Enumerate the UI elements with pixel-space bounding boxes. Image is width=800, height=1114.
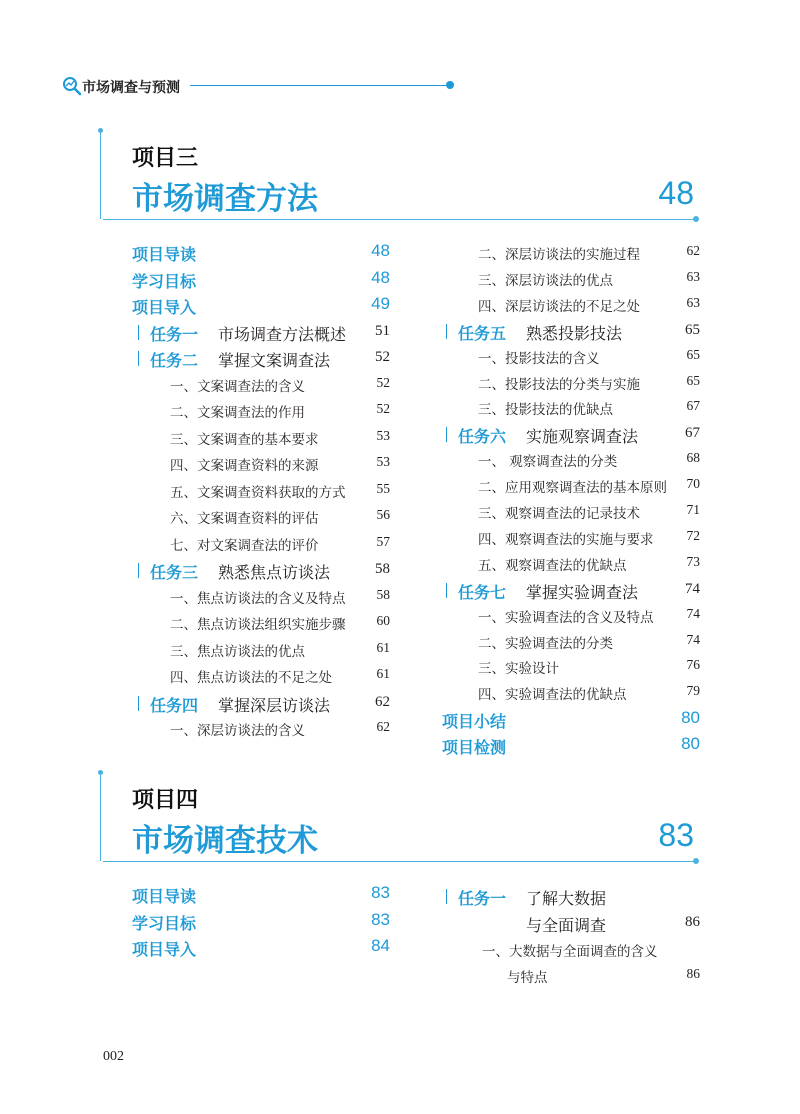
page-number: 72 — [686, 527, 700, 543]
project-header — [98, 128, 708, 223]
task-title: 熟悉焦点访谈法 — [218, 563, 331, 582]
toc-subsection-entry[interactable] — [170, 481, 390, 503]
subsection-title: 一、焦点访谈法的含义及特点 — [170, 590, 346, 607]
divider-line — [100, 132, 101, 219]
page-number: 84 — [371, 936, 390, 955]
toc-task-entry[interactable] — [446, 321, 700, 343]
page-number: 49 — [371, 294, 390, 313]
magnifier-chart-icon — [62, 76, 82, 96]
toc-subsection-entry[interactable] — [478, 606, 700, 628]
task-marker — [138, 696, 139, 711]
page-number: 48 — [371, 267, 390, 287]
entry-title: 项目检测 — [442, 738, 507, 758]
subsection-title: 一、投影技法的含义 — [478, 350, 600, 367]
page-number: 48 — [371, 241, 390, 260]
page-number: 74 — [686, 631, 700, 647]
subsection-title: 三、投影技法的优缺点 — [478, 402, 613, 419]
subsection-title: 二、投影技法的分类与实施 — [478, 376, 640, 393]
toc-task-entry[interactable] — [138, 693, 390, 715]
toc-subsection-entry-continued[interactable] — [482, 966, 700, 986]
toc-subsection-entry[interactable] — [478, 554, 700, 576]
page-number: 67 — [685, 425, 700, 442]
page-number: 53 — [376, 427, 390, 443]
toc-subsection-entry[interactable] — [478, 450, 700, 472]
toc-task-entry[interactable] — [446, 424, 700, 446]
page-number: 62 — [375, 693, 390, 710]
page-number: 83 — [371, 883, 390, 902]
task-marker — [138, 351, 139, 366]
subsection-title: 一、深层访谈法的含义 — [170, 723, 305, 739]
entry-title: 项目导入 — [132, 940, 197, 959]
toc-entry[interactable] — [132, 295, 390, 317]
running-header-title: 市场调查与预测 — [82, 80, 180, 96]
toc-subsection-entry[interactable] — [478, 502, 700, 524]
subsection-title: 六、文案调查资料的评估 — [170, 511, 319, 527]
page-number: 76 — [686, 657, 700, 673]
subsection-title: 四、文案调查资料的来源 — [170, 458, 319, 474]
toc-task-entry[interactable] — [446, 886, 700, 908]
project-title: 市场调查技术 — [132, 823, 318, 859]
page-number: 57 — [376, 533, 390, 549]
page-footer-number: 002 — [103, 1049, 124, 1064]
page-number: 65 — [686, 346, 700, 362]
entry-title: 学习目标 — [132, 271, 197, 291]
page-number: 74 — [685, 580, 700, 597]
toc-entry[interactable] — [132, 242, 390, 264]
task-title: 掌握文案调查法 — [218, 351, 331, 370]
entry-title: 项目导读 — [132, 887, 197, 906]
toc-task-entry[interactable] — [138, 560, 390, 582]
subsection-title: 七、对文案调查法的评价 — [170, 537, 319, 554]
toc-subsection-entry[interactable] — [170, 587, 390, 609]
page-number: 62 — [376, 719, 390, 734]
subsection-title: 四、深层访谈法的不足之处 — [478, 298, 640, 315]
toc-entry[interactable] — [442, 735, 700, 757]
entry-title: 项目导读 — [132, 245, 197, 264]
task-label: 任务五 — [458, 323, 507, 343]
toc-subsection-entry[interactable] — [478, 373, 700, 395]
toc-subsection-entry[interactable] — [170, 428, 390, 450]
toc-entry[interactable] — [132, 911, 390, 933]
task-marker — [446, 583, 447, 598]
entry-title: 学习目标 — [132, 913, 197, 933]
toc-task-entry-continued[interactable] — [446, 913, 700, 935]
page-number: 58 — [376, 586, 390, 602]
toc-entry[interactable] — [132, 269, 390, 291]
subsection-title: 二、深层访谈法的实施过程 — [478, 247, 640, 263]
task-marker — [446, 324, 447, 339]
page-number: 58 — [375, 561, 390, 577]
subsection-title: 四、实验调查法的优缺点 — [478, 687, 627, 704]
toc-subsection-entry[interactable] — [478, 295, 700, 317]
subsection-title: 三、观察调查法的记录技术 — [478, 506, 640, 522]
task-title: 实施观察调查法 — [526, 427, 639, 447]
subsection-title: 一、文案调查法的含义 — [170, 378, 305, 395]
project-page-number: 48 — [658, 175, 694, 211]
toc-subsection-entry[interactable] — [478, 269, 700, 291]
project-label: 项目四 — [132, 788, 199, 813]
running-header — [62, 76, 402, 96]
page-number: 86 — [685, 914, 700, 930]
page-number: 60 — [376, 613, 390, 628]
subsection-title: 一、 观察调查法的分类 — [478, 454, 618, 471]
toc-subsection-entry[interactable] — [478, 632, 700, 654]
subsection-title: 二、焦点访谈法组织实施步骤 — [170, 617, 346, 633]
toc-subsection-entry[interactable] — [478, 347, 700, 369]
toc-subsection-entry[interactable] — [170, 454, 390, 476]
toc-subsection-entry[interactable] — [170, 534, 390, 556]
page-number: 63 — [686, 268, 700, 284]
project-title: 市场调查方法 — [132, 181, 318, 217]
subsection-title: 四、焦点访谈法的不足之处 — [170, 670, 332, 686]
toc-entry[interactable] — [132, 884, 390, 906]
subsection-title: 五、观察调查法的优缺点 — [478, 557, 627, 574]
subsection-title: 三、焦点访谈法的优点 — [170, 643, 305, 660]
task-title: 熟悉投影技法 — [526, 323, 623, 343]
page-number: 62 — [686, 243, 700, 258]
divider-line — [100, 774, 101, 861]
subsection-title: 二、应用观察调查法的基本原则 — [478, 480, 667, 497]
subsection-title-continued: 与特点 — [507, 970, 548, 986]
toc-task-entry[interactable] — [138, 322, 390, 344]
page-number: 53 — [376, 454, 390, 469]
toc-subsection-entry[interactable] — [482, 940, 700, 960]
page-number: 65 — [685, 321, 700, 338]
project-page-number: 83 — [658, 817, 694, 853]
toc-subsection-entry[interactable] — [170, 375, 390, 397]
task-marker — [138, 563, 139, 578]
subsection-title: 三、文案调查的基本要求 — [170, 431, 319, 448]
entry-title: 项目导入 — [132, 298, 197, 317]
task-title: 掌握实验调查法 — [526, 582, 639, 602]
task-label: 任务七 — [458, 582, 507, 602]
page-number: 61 — [376, 639, 390, 655]
subsection-title: 四、观察调查法的实施与要求 — [478, 531, 654, 548]
toc-task-entry[interactable] — [446, 580, 700, 602]
toc-subsection-entry[interactable] — [478, 476, 700, 498]
page-number: 86 — [686, 966, 700, 981]
task-title: 掌握深层访谈法 — [218, 695, 331, 715]
page-number: 63 — [686, 294, 700, 310]
page-number: 67 — [686, 398, 700, 414]
task-label: 任务六 — [458, 427, 507, 447]
subsection-title: 五、文案调查资料获取的方式 — [170, 484, 346, 501]
toc-entry[interactable] — [132, 937, 390, 959]
toc-subsection-entry[interactable] — [170, 401, 390, 423]
entry-title: 项目小结 — [442, 712, 507, 732]
page-number: 79 — [686, 683, 700, 699]
toc-task-entry[interactable] — [138, 348, 390, 370]
divider-dot — [693, 858, 699, 864]
page-number: 51 — [375, 322, 390, 339]
divider-line — [103, 861, 693, 862]
toc-subsection-entry[interactable] — [478, 243, 700, 265]
subsection-title: 二、文案调查法的作用 — [170, 405, 305, 421]
task-marker — [446, 427, 447, 442]
page-number: 55 — [376, 480, 390, 496]
page-number: 70 — [686, 476, 700, 492]
task-label: 任务二 — [150, 351, 199, 370]
page-number: 80 — [681, 708, 700, 728]
page-number: 68 — [686, 450, 700, 466]
task-label: 任务四 — [150, 695, 199, 715]
subsection-title: 二、实验调查法的分类 — [478, 635, 613, 652]
page-number: 52 — [376, 374, 390, 390]
header-rule — [190, 85, 446, 86]
page-number: 61 — [376, 666, 390, 681]
subsection-title: 三、实验设计 — [478, 661, 559, 678]
task-label: 任务三 — [150, 563, 199, 582]
task-label: 任务一 — [150, 324, 199, 344]
toc-entry[interactable] — [442, 709, 700, 731]
toc-subsection-entry[interactable] — [478, 398, 700, 420]
divider-dot — [693, 216, 699, 222]
page-number: 80 — [681, 734, 700, 754]
divider-line — [103, 219, 693, 220]
task-marker — [138, 325, 139, 340]
page-number: 56 — [376, 507, 390, 522]
toc-subsection-entry[interactable] — [478, 528, 700, 550]
toc-subsection-entry[interactable] — [478, 657, 700, 679]
project-label: 项目三 — [132, 146, 199, 171]
page-number: 52 — [376, 401, 390, 416]
subsection-title: 三、深层访谈法的优点 — [478, 272, 613, 289]
toc-subsection-entry[interactable] — [170, 666, 390, 688]
page-number: 83 — [371, 909, 390, 929]
toc-subsection-entry[interactable] — [170, 613, 390, 635]
task-label: 任务一 — [458, 889, 507, 908]
toc-subsection-entry[interactable] — [170, 719, 390, 741]
subsection-title: 一、大数据与全面调查的含义 — [482, 944, 658, 960]
page-number: 52 — [375, 349, 390, 365]
task-title-continued: 与全面调查 — [526, 916, 607, 935]
task-title: 市场调查方法概述 — [218, 324, 347, 344]
subsection-title: 一、实验调查法的含义及特点 — [478, 609, 654, 626]
page-number: 65 — [686, 372, 700, 388]
page-number: 73 — [686, 553, 700, 569]
task-marker — [446, 889, 447, 904]
toc-subsection-entry[interactable] — [170, 507, 390, 529]
page-number: 74 — [686, 605, 700, 621]
toc-subsection-entry[interactable] — [170, 640, 390, 662]
header-rule-dot — [446, 81, 454, 89]
task-title: 了解大数据 — [526, 889, 607, 908]
page-number: 71 — [686, 502, 700, 517]
toc-subsection-entry[interactable] — [478, 683, 700, 705]
project-header — [98, 770, 708, 865]
